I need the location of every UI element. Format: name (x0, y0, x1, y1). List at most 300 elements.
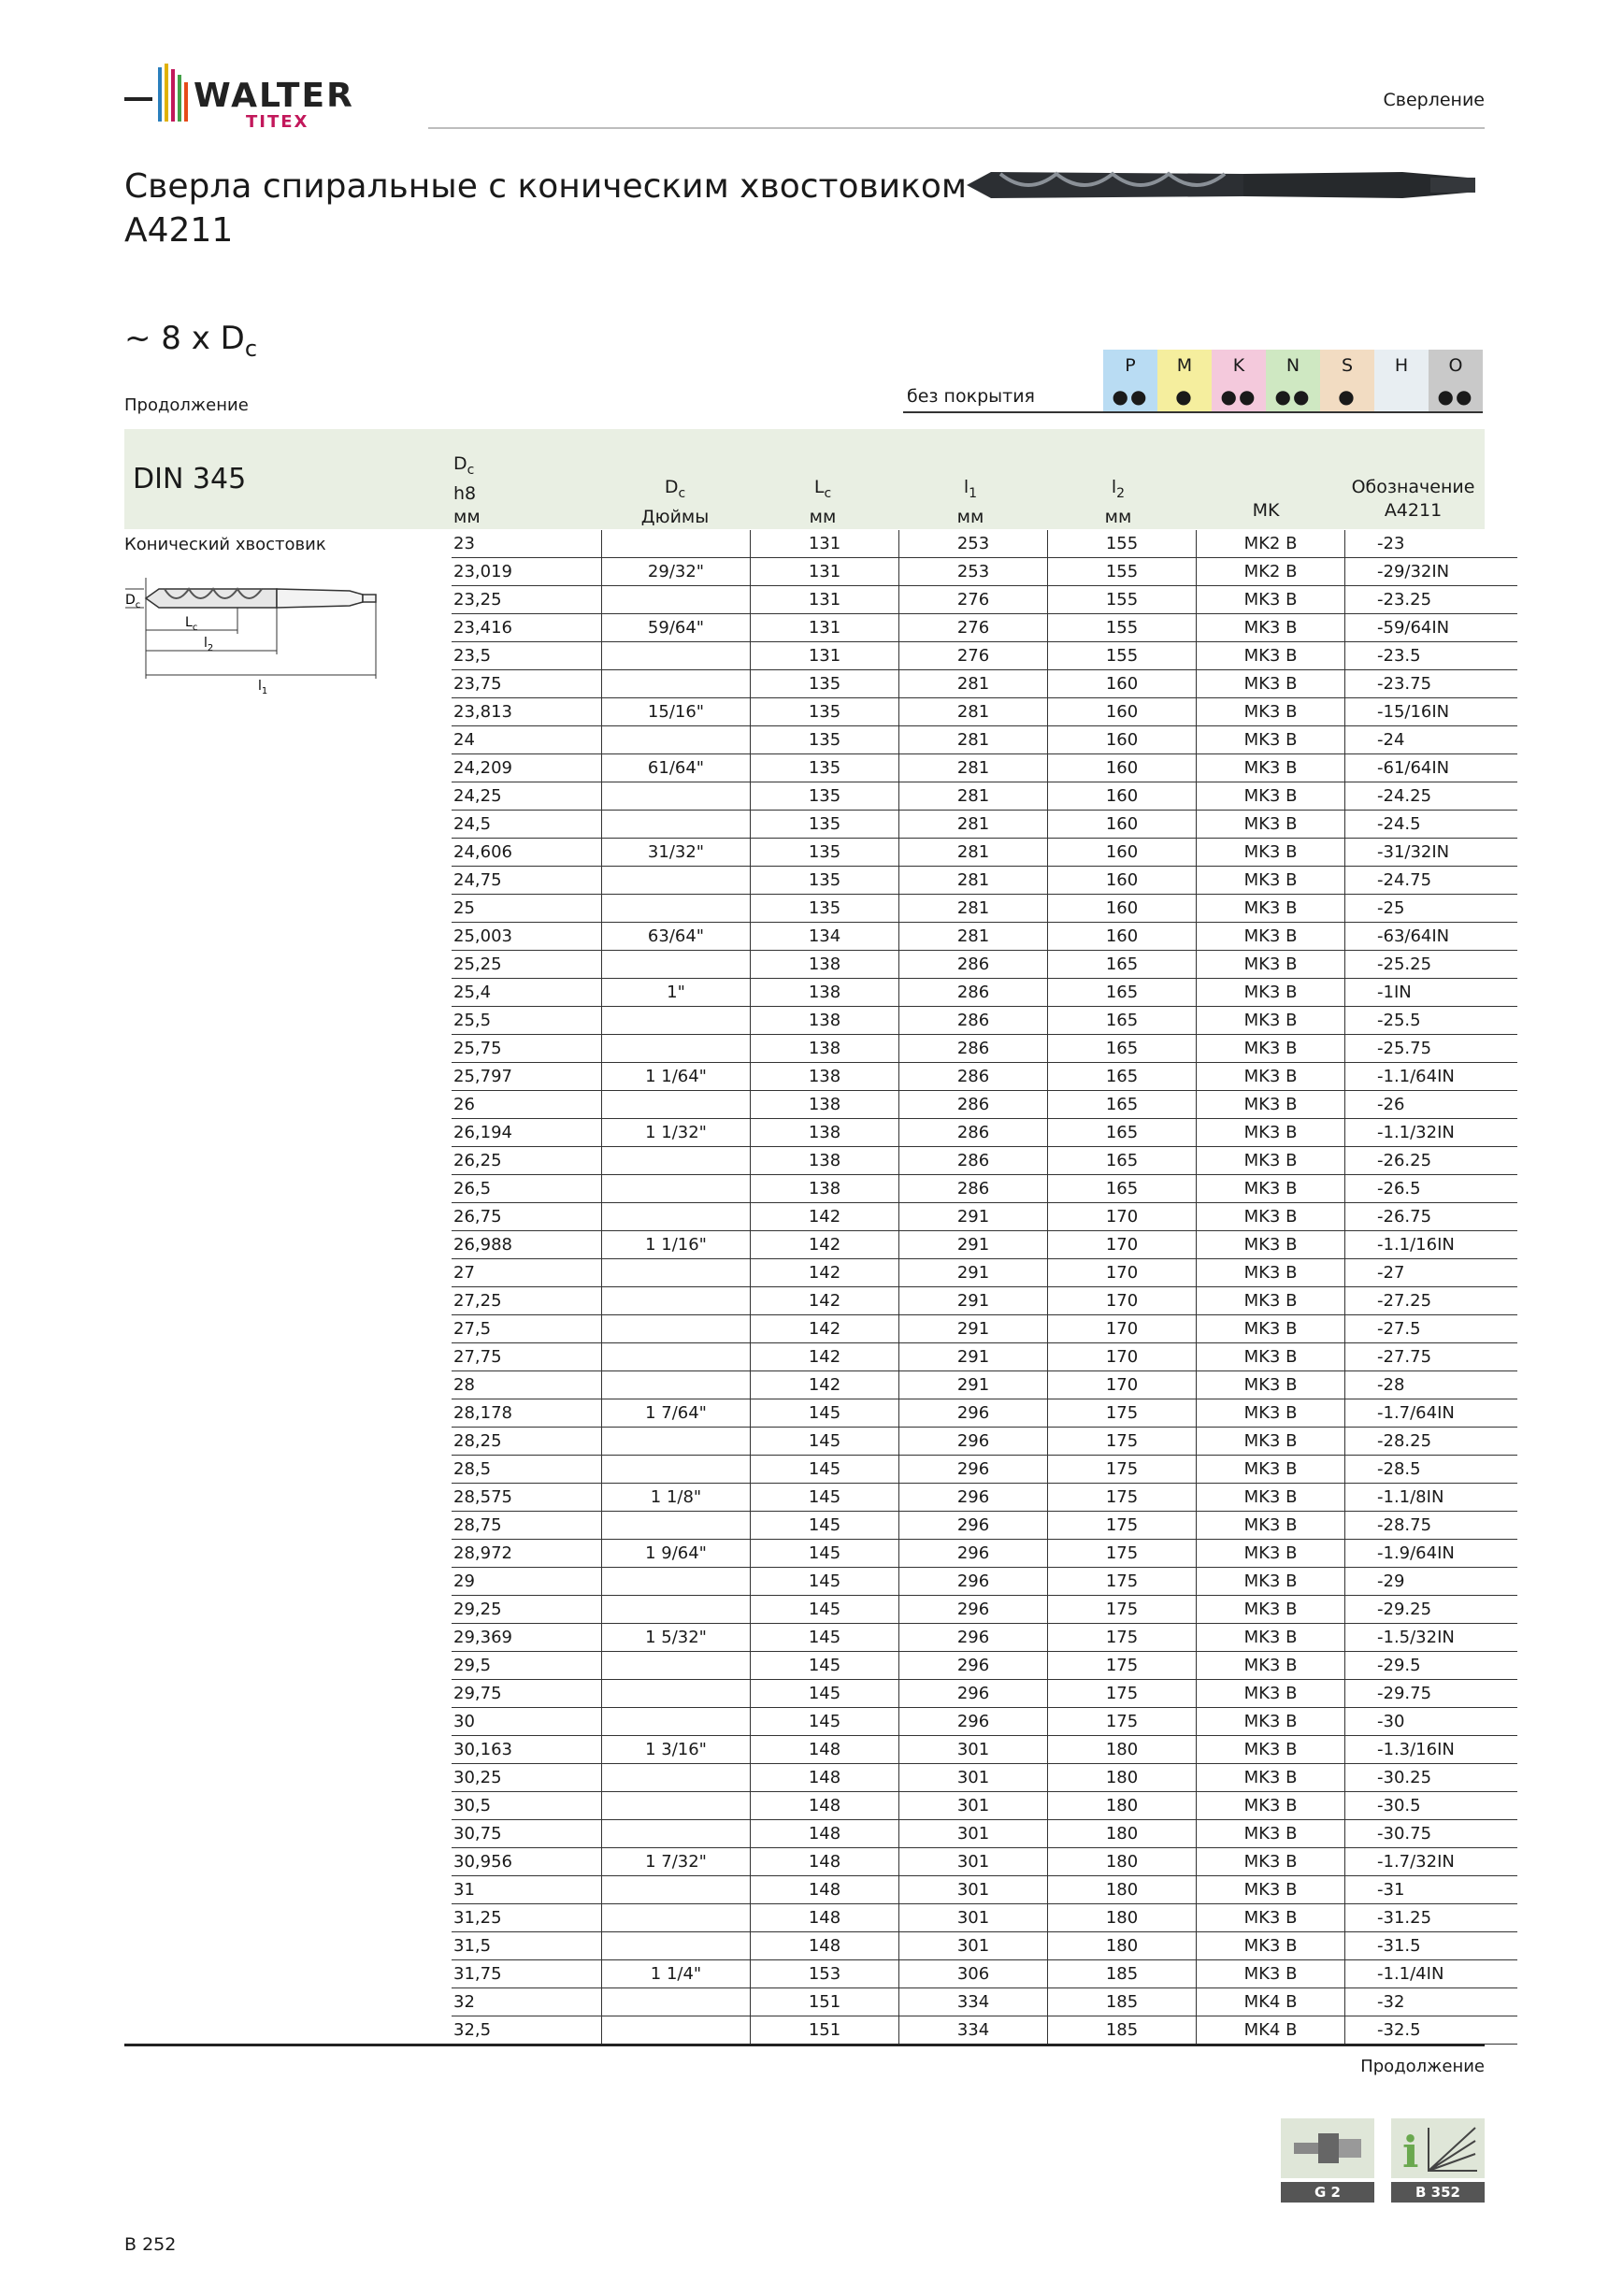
cell-l2: 185 (1048, 1960, 1197, 1988)
cell-l2: 160 (1048, 782, 1197, 811)
cell-dc-inch (602, 1876, 751, 1904)
cell-lc: 131 (751, 586, 899, 614)
table-row (452, 1399, 1517, 1428)
cell-designation: -23.5 (1345, 642, 1518, 670)
cell-dc-inch (602, 530, 751, 558)
cell-dc-mm: 28 (452, 1371, 602, 1399)
cell-lc: 145 (751, 1624, 899, 1652)
cell-dc-mm: 31,25 (452, 1904, 602, 1932)
cell-l2: 175 (1048, 1399, 1197, 1428)
cell-designation: -32.5 (1345, 2016, 1518, 2045)
cell-l1: 301 (899, 1820, 1048, 1848)
cell-dc-inch (602, 670, 751, 698)
cell-dc-inch (602, 1091, 751, 1119)
cell-l2: 155 (1048, 614, 1197, 642)
table-row (452, 811, 1517, 839)
cell-designation: -24.5 (1345, 811, 1518, 839)
cell-l1: 286 (899, 1007, 1048, 1035)
cell-lc: 138 (751, 1119, 899, 1147)
cell-lc: 153 (751, 1960, 899, 1988)
col-header-dc-h8: $D_c$ h8 мм (453, 453, 481, 527)
cell-mk: MK3 B (1197, 1568, 1345, 1596)
cell-designation: -30.25 (1345, 1764, 1518, 1792)
coating-label: без покрытия (903, 380, 1103, 412)
cell-dc-mm: 23 (452, 530, 602, 558)
cell-dc-mm: 27 (452, 1259, 602, 1287)
cell-l2: 165 (1048, 1147, 1197, 1175)
cell-dc-inch (602, 642, 751, 670)
cell-l1: 276 (899, 586, 1048, 614)
table-row (452, 614, 1517, 642)
cell-l2: 170 (1048, 1259, 1197, 1287)
cell-mk: MK3 B (1197, 1315, 1345, 1343)
material-O: O (1429, 350, 1483, 380)
ref-label: G 2 (1281, 2182, 1374, 2203)
cell-dc-mm: 25,5 (452, 1007, 602, 1035)
cell-l2: 170 (1048, 1315, 1197, 1343)
cell-mk: MK3 B (1197, 1540, 1345, 1568)
cell-lc: 135 (751, 754, 899, 782)
cell-lc: 131 (751, 642, 899, 670)
cell-designation: -24.75 (1345, 867, 1518, 895)
cell-dc-inch (602, 586, 751, 614)
cell-lc: 148 (751, 1904, 899, 1932)
cell-lc: 135 (751, 895, 899, 923)
cell-dc-inch (602, 1456, 751, 1484)
cell-dc-inch: 1 1/4" (602, 1960, 751, 1988)
cell-dc-mm: 23,019 (452, 558, 602, 586)
cell-lc: 138 (751, 1147, 899, 1175)
cell-dc-mm: 26,988 (452, 1231, 602, 1259)
cell-mk: MK3 B (1197, 1792, 1345, 1820)
cell-lc: 135 (751, 698, 899, 726)
cell-l2: 175 (1048, 1428, 1197, 1456)
table-row (452, 1988, 1517, 2016)
material-S: S (1320, 350, 1374, 380)
rating-K: ●● (1212, 380, 1266, 412)
cell-lc: 151 (751, 2016, 899, 2045)
cell-dc-inch (602, 1259, 751, 1287)
cell-designation: -25.25 (1345, 951, 1518, 979)
cell-designation: -27 (1345, 1259, 1518, 1287)
cell-l2: 170 (1048, 1371, 1197, 1399)
cell-l1: 301 (899, 1876, 1048, 1904)
cell-dc-inch (602, 726, 751, 754)
cell-mk: MK3 B (1197, 1147, 1345, 1175)
cell-l1: 281 (899, 698, 1048, 726)
cell-l1: 281 (899, 895, 1048, 923)
cell-l1: 286 (899, 979, 1048, 1007)
cell-lc: 135 (751, 867, 899, 895)
cell-dc-mm: 25,75 (452, 1035, 602, 1063)
cell-mk: MK3 B (1197, 1007, 1345, 1035)
cell-l2: 165 (1048, 1035, 1197, 1063)
ref-b352[interactable] (1391, 2118, 1485, 2201)
cell-l2: 180 (1048, 1736, 1197, 1764)
table-row (452, 1568, 1517, 1596)
cell-lc: 142 (751, 1203, 899, 1231)
cell-mk: MK3 B (1197, 1231, 1345, 1259)
cell-dc-inch: 63/64" (602, 923, 751, 951)
table-bottom-rule (124, 2044, 1485, 2046)
table-row (452, 895, 1517, 923)
cell-mk: MK2 B (1197, 558, 1345, 586)
cell-l2: 175 (1048, 1652, 1197, 1680)
cell-dc-inch: 1 1/16" (602, 1231, 751, 1259)
ref-label: B 352 (1391, 2182, 1485, 2203)
cell-lc: 148 (751, 1736, 899, 1764)
cell-l1: 291 (899, 1259, 1048, 1287)
cell-designation: -30.75 (1345, 1820, 1518, 1848)
cell-dc-mm: 32,5 (452, 2016, 602, 2045)
cell-designation: -28 (1345, 1371, 1518, 1399)
cell-designation: -1.9/64IN (1345, 1540, 1518, 1568)
cell-l2: 165 (1048, 1119, 1197, 1147)
cell-dc-mm: 25,4 (452, 979, 602, 1007)
cell-dc-mm: 28,178 (452, 1399, 602, 1428)
cell-mk: MK3 B (1197, 839, 1345, 867)
continuation-label-top: Продолжение (124, 395, 249, 415)
cell-designation: -27.25 (1345, 1287, 1518, 1315)
cell-designation: -29.75 (1345, 1680, 1518, 1708)
cell-mk: MK3 B (1197, 1456, 1345, 1484)
cell-l2: 160 (1048, 754, 1197, 782)
cell-l2: 165 (1048, 1007, 1197, 1035)
cell-mk: MK3 B (1197, 979, 1345, 1007)
cell-designation: -15/16IN (1345, 698, 1518, 726)
cell-l2: 170 (1048, 1343, 1197, 1371)
cell-mk: MK3 B (1197, 1343, 1345, 1371)
cell-dc-mm: 25,797 (452, 1063, 602, 1091)
col-header-l2: $l_2$ мм (1104, 477, 1132, 527)
continuation-label-bottom: Продолжение (1360, 2057, 1485, 2076)
cell-l2: 160 (1048, 726, 1197, 754)
table-row (452, 1540, 1517, 1568)
cell-l1: 296 (899, 1456, 1048, 1484)
schematic-l2-label: $l_2$ (204, 636, 214, 653)
cell-mk: MK3 B (1197, 1428, 1345, 1456)
cell-lc: 138 (751, 1035, 899, 1063)
cell-dc-mm: 27,25 (452, 1287, 602, 1315)
cell-l2: 170 (1048, 1287, 1197, 1315)
cell-designation: -31.25 (1345, 1904, 1518, 1932)
cell-dc-mm: 30,5 (452, 1792, 602, 1820)
cell-l2: 155 (1048, 642, 1197, 670)
material-ratings-row (903, 380, 1483, 412)
header-rule (428, 127, 1485, 129)
ref-g2[interactable] (1281, 2118, 1374, 2201)
cell-designation: -1.1/32IN (1345, 1119, 1518, 1147)
cell-dc-inch: 59/64" (602, 614, 751, 642)
table-row (452, 586, 1517, 614)
cell-mk: MK3 B (1197, 1848, 1345, 1876)
cell-lc: 145 (751, 1568, 899, 1596)
cell-l2: 165 (1048, 1091, 1197, 1119)
cell-designation: -1IN (1345, 979, 1518, 1007)
cell-mk: MK3 B (1197, 782, 1345, 811)
cell-l2: 180 (1048, 1764, 1197, 1792)
material-legend (903, 350, 1483, 413)
cell-dc-mm: 24,606 (452, 839, 602, 867)
table-row (452, 1175, 1517, 1203)
cell-lc: 145 (751, 1428, 899, 1456)
table-row (452, 1343, 1517, 1371)
cell-l1: 301 (899, 1932, 1048, 1960)
table-row (452, 1736, 1517, 1764)
cell-dc-mm: 23,5 (452, 642, 602, 670)
cell-mk: MK3 B (1197, 1596, 1345, 1624)
cell-designation: -28.75 (1345, 1512, 1518, 1540)
cell-l1: 286 (899, 1119, 1048, 1147)
cell-dc-inch: 1 1/32" (602, 1119, 751, 1147)
cell-dc-inch: 31/32" (602, 839, 751, 867)
cell-lc: 138 (751, 951, 899, 979)
cell-l1: 281 (899, 867, 1048, 895)
cell-designation: -28.25 (1345, 1428, 1518, 1456)
page-number: B 252 (124, 2234, 177, 2255)
cell-dc-inch (602, 1371, 751, 1399)
cell-l1: 281 (899, 670, 1048, 698)
table-row (452, 1596, 1517, 1624)
cell-mk: MK3 B (1197, 1624, 1345, 1652)
walter-titex-logo (124, 60, 405, 135)
cell-lc: 148 (751, 1820, 899, 1848)
table-row (452, 782, 1517, 811)
table-row (452, 1680, 1517, 1708)
table-row (452, 2016, 1517, 2045)
cell-dc-inch (602, 1203, 751, 1231)
cell-dc-mm: 29 (452, 1568, 602, 1596)
cell-l1: 281 (899, 923, 1048, 951)
cell-l2: 180 (1048, 1904, 1197, 1932)
cell-dc-mm: 26,25 (452, 1147, 602, 1175)
table-row (452, 923, 1517, 951)
cell-mk: MK3 B (1197, 1203, 1345, 1231)
cell-l1: 276 (899, 614, 1048, 642)
material-P: P (1103, 350, 1157, 380)
cell-designation: -1.5/32IN (1345, 1624, 1518, 1652)
cell-designation: -1.3/16IN (1345, 1736, 1518, 1764)
cell-mk: MK4 B (1197, 2016, 1345, 2045)
cell-mk: MK3 B (1197, 1484, 1345, 1512)
cell-dc-mm: 26,75 (452, 1203, 602, 1231)
cell-designation: -24.25 (1345, 782, 1518, 811)
cell-mk: MK3 B (1197, 1287, 1345, 1315)
cell-dc-mm: 23,813 (452, 698, 602, 726)
cell-mk: MK3 B (1197, 1876, 1345, 1904)
col-header-dc-inch: $D_c$ Дюймы (640, 477, 710, 527)
table-row (452, 979, 1517, 1007)
cell-dc-mm: 30 (452, 1708, 602, 1736)
cell-designation: -26.75 (1345, 1203, 1518, 1231)
cell-dc-inch (602, 1596, 751, 1624)
cell-l2: 160 (1048, 839, 1197, 867)
cell-lc: 148 (751, 1848, 899, 1876)
cell-mk: MK2 B (1197, 530, 1345, 558)
cell-dc-mm: 30,163 (452, 1736, 602, 1764)
cell-mk: MK3 B (1197, 1820, 1345, 1848)
table-row (452, 1231, 1517, 1259)
cell-dc-inch (602, 1315, 751, 1343)
cell-lc: 145 (751, 1652, 899, 1680)
cell-designation: -32 (1345, 1988, 1518, 2016)
cell-l1: 281 (899, 811, 1048, 839)
table-row (452, 1091, 1517, 1119)
schematic-lc-label: $L_c$ (185, 615, 198, 633)
rating-O: ●● (1429, 380, 1483, 412)
table-row (452, 726, 1517, 754)
table-row (452, 1007, 1517, 1035)
cell-designation: -23 (1345, 530, 1518, 558)
cell-l2: 180 (1048, 1820, 1197, 1848)
cell-dc-mm: 32 (452, 1988, 602, 2016)
cell-l2: 175 (1048, 1568, 1197, 1596)
table-row (452, 1764, 1517, 1792)
cell-lc: 145 (751, 1456, 899, 1484)
cell-designation: -26.5 (1345, 1175, 1518, 1203)
cell-lc: 142 (751, 1343, 899, 1371)
cell-l1: 276 (899, 642, 1048, 670)
cell-dc-inch: 61/64" (602, 754, 751, 782)
col-header-lc: $L_c$ мм (809, 477, 837, 527)
cell-dc-inch (602, 811, 751, 839)
cell-l1: 291 (899, 1203, 1048, 1231)
cell-dc-mm: 29,25 (452, 1596, 602, 1624)
drill-image (963, 159, 1487, 211)
cell-mk: MK3 B (1197, 1063, 1345, 1091)
table-row (452, 1932, 1517, 1960)
cell-dc-inch (602, 1428, 751, 1456)
cell-mk: MK3 B (1197, 1932, 1345, 1960)
cell-l1: 253 (899, 558, 1048, 586)
cell-l2: 165 (1048, 979, 1197, 1007)
cell-l1: 296 (899, 1680, 1048, 1708)
cell-dc-mm: 24,75 (452, 867, 602, 895)
title-line-2: A4211 (124, 211, 234, 250)
cell-l1: 281 (899, 782, 1048, 811)
cell-lc: 135 (751, 670, 899, 698)
cell-l1: 296 (899, 1512, 1048, 1540)
material-N: N (1266, 350, 1320, 380)
product-table-body (452, 530, 1517, 2045)
cell-l1: 291 (899, 1371, 1048, 1399)
cell-l2: 160 (1048, 698, 1197, 726)
table-row (452, 1456, 1517, 1484)
cell-l1: 291 (899, 1231, 1048, 1259)
cell-l2: 160 (1048, 895, 1197, 923)
cell-designation: -29.25 (1345, 1596, 1518, 1624)
table-row (452, 1624, 1517, 1652)
cell-designation: -1.7/32IN (1345, 1848, 1518, 1876)
cell-dc-mm: 28,75 (452, 1512, 602, 1540)
cell-dc-inch (602, 1680, 751, 1708)
shank-label: Конический хвостовик (124, 535, 326, 554)
cell-dc-mm: 31,75 (452, 1960, 602, 1988)
table-row (452, 1904, 1517, 1932)
cell-l1: 281 (899, 726, 1048, 754)
title-line-1: Сверла спиральные с коническим хвостовиком (124, 167, 968, 206)
cell-designation: -1.1/64IN (1345, 1063, 1518, 1091)
cell-dc-mm: 24 (452, 726, 602, 754)
cell-l1: 253 (899, 530, 1048, 558)
cell-l2: 175 (1048, 1708, 1197, 1736)
cell-l2: 175 (1048, 1624, 1197, 1652)
table-row (452, 530, 1517, 558)
cell-l1: 296 (899, 1568, 1048, 1596)
cell-dc-inch (602, 1792, 751, 1820)
cell-l1: 301 (899, 1764, 1048, 1792)
cell-designation: -29 (1345, 1568, 1518, 1596)
drill-dimension-diagram (118, 576, 402, 699)
cell-dc-mm: 28,25 (452, 1428, 602, 1456)
cell-dc-mm: 31 (452, 1876, 602, 1904)
cell-lc: 138 (751, 1007, 899, 1035)
table-row (452, 558, 1517, 586)
table-row (452, 670, 1517, 698)
material-M: M (1157, 350, 1212, 380)
cell-dc-inch: 1 1/64" (602, 1063, 751, 1091)
cell-l2: 175 (1048, 1512, 1197, 1540)
cell-lc: 134 (751, 923, 899, 951)
info-chart-icon (1391, 2118, 1485, 2178)
cell-dc-mm: 25,003 (452, 923, 602, 951)
cell-dc-inch: 1 3/16" (602, 1736, 751, 1764)
cell-designation: -30 (1345, 1708, 1518, 1736)
cell-dc-mm: 27,5 (452, 1315, 602, 1343)
cell-mk: MK3 B (1197, 1175, 1345, 1203)
cell-l1: 296 (899, 1399, 1048, 1428)
cell-lc: 145 (751, 1596, 899, 1624)
table-row (452, 951, 1517, 979)
rating-M: ● (1157, 380, 1212, 412)
cell-designation: -29/32IN (1345, 558, 1518, 586)
table-row (452, 1119, 1517, 1147)
cell-mk: MK4 B (1197, 1988, 1345, 2016)
schematic-dc-label: $D_c$ (125, 593, 141, 610)
cell-mk: MK3 B (1197, 1371, 1345, 1399)
cell-l2: 170 (1048, 1203, 1197, 1231)
cell-l1: 301 (899, 1904, 1048, 1932)
cell-dc-inch: 15/16" (602, 698, 751, 726)
cell-mk: MK3 B (1197, 1904, 1345, 1932)
cell-dc-mm: 30,956 (452, 1848, 602, 1876)
cell-l1: 296 (899, 1652, 1048, 1680)
svg-text:TITEX: TITEX (246, 112, 309, 132)
cell-dc-inch (602, 1904, 751, 1932)
cell-l2: 175 (1048, 1680, 1197, 1708)
cell-l1: 291 (899, 1315, 1048, 1343)
cell-l1: 306 (899, 1960, 1048, 1988)
cell-designation: -28.5 (1345, 1456, 1518, 1484)
cell-l2: 180 (1048, 1876, 1197, 1904)
cell-dc-mm: 30,25 (452, 1764, 602, 1792)
cell-dc-inch: 1 9/64" (602, 1540, 751, 1568)
cell-lc: 148 (751, 1792, 899, 1820)
cell-lc: 135 (751, 839, 899, 867)
cell-designation: -26 (1345, 1091, 1518, 1119)
table-row (452, 1259, 1517, 1287)
cell-l1: 291 (899, 1287, 1048, 1315)
material-H: H (1374, 350, 1429, 380)
cell-l1: 286 (899, 1063, 1048, 1091)
table-row (452, 1484, 1517, 1512)
cell-designation: -31 (1345, 1876, 1518, 1904)
cell-mk: MK3 B (1197, 1035, 1345, 1063)
cell-mk: MK3 B (1197, 1680, 1345, 1708)
cell-dc-mm: 29,75 (452, 1680, 602, 1708)
cell-lc: 145 (751, 1708, 899, 1736)
col-header-l1: $l_1$ мм (956, 477, 984, 527)
